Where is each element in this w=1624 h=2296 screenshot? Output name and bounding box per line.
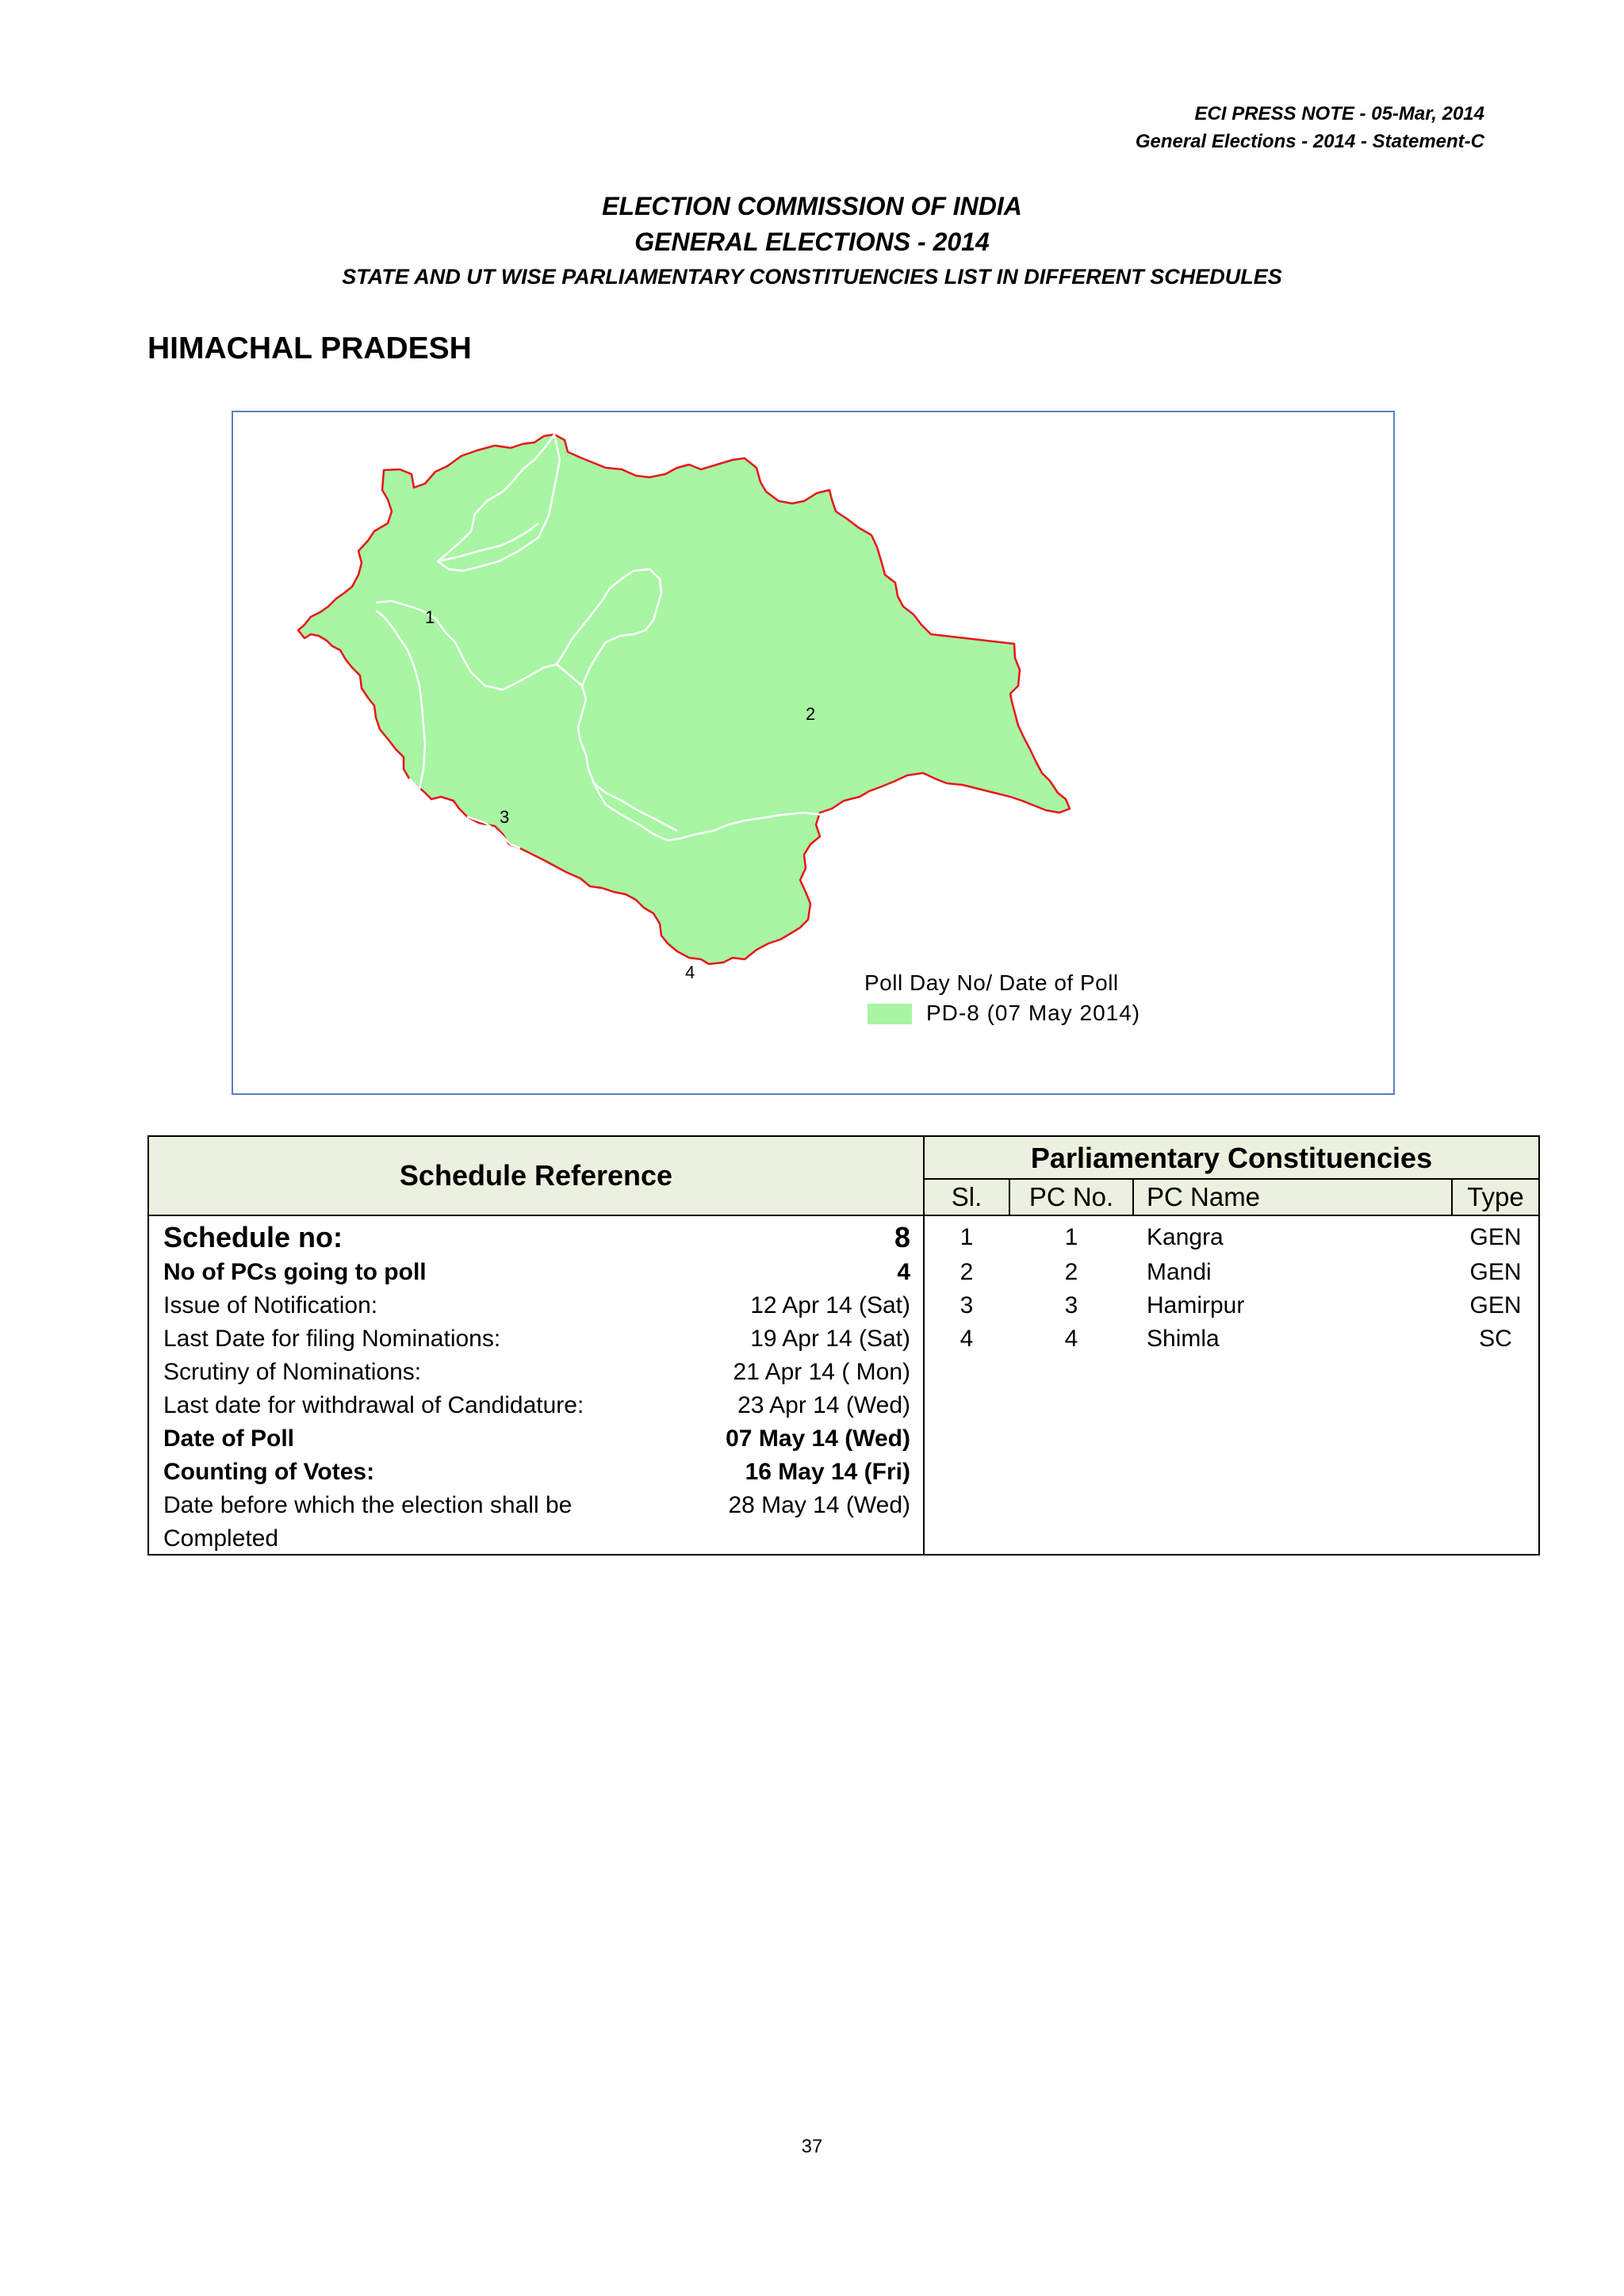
pc-label-1: 1 (425, 607, 435, 627)
pc-sl: 1 (959, 1224, 974, 1250)
pcs-count-value: 4 (897, 1259, 910, 1285)
schedule-row-value: 19 Apr 14 (Sat) (750, 1326, 910, 1352)
document-heading (0, 189, 1624, 293)
table-divider (1132, 1180, 1134, 1215)
page-number: 37 (801, 2136, 823, 2157)
schedule-row-value: 07 May 14 (Wed) (726, 1425, 910, 1452)
schedule-row-label: Counting of Votes: (163, 1459, 375, 1485)
pc-type: GEN (1469, 1259, 1522, 1285)
schedule-row-label: Last date for withdrawal of Candidature: (163, 1392, 584, 1418)
pc-label-2: 2 (806, 704, 816, 724)
pc-sl: 2 (959, 1259, 974, 1285)
press-note (1136, 100, 1484, 155)
pc-name: Mandi (1147, 1259, 1212, 1285)
schedule-row-label: Scrutiny of Nominations: (163, 1359, 422, 1385)
schedule-row-value: 16 May 14 (Fri) (745, 1459, 910, 1485)
schedule-no-label: Schedule no: (163, 1221, 343, 1253)
pc-sl: 3 (959, 1292, 974, 1318)
map-svg (233, 412, 1393, 1093)
pc-label-3: 3 (500, 807, 510, 827)
legend-label: PD-8 (07 May 2014) (926, 1001, 1141, 1025)
pc-type: SC (1479, 1326, 1512, 1352)
schedule-row-label: Issue of Notification: (163, 1292, 378, 1318)
schedule-reference-header: Schedule Reference (149, 1137, 923, 1215)
pc-type: GEN (1469, 1224, 1522, 1250)
pc-no: 4 (1064, 1326, 1078, 1352)
press-note-line1: ECI PRESS NOTE - 05-Mar, 2014 (1194, 103, 1484, 124)
pc-type: GEN (1469, 1292, 1522, 1318)
col-pc-no: PC No. (1010, 1180, 1132, 1215)
pc-name: Kangra (1147, 1224, 1224, 1250)
pc-no: 3 (1064, 1292, 1078, 1318)
schedule-row-value: 21 Apr 14 ( Mon) (733, 1359, 910, 1385)
schedule-no-value: 8 (894, 1221, 910, 1253)
legend-title: Poll Day No/ Date of Poll (864, 970, 1119, 995)
press-note-line2: General Elections - 2014 - Statement-C (1135, 131, 1484, 152)
pc-label-4: 4 (685, 962, 695, 982)
pc-no: 1 (1064, 1224, 1078, 1250)
table-divider (925, 1178, 1538, 1180)
state-title: HIMACHAL PRADESH (147, 331, 472, 365)
pcs-count-label: No of PCs going to poll (163, 1259, 427, 1285)
legend-swatch (868, 1004, 912, 1024)
state-outline (298, 434, 1070, 964)
schedule-row-label: Date before which the election shall be (163, 1492, 573, 1518)
table-divider (1009, 1180, 1010, 1215)
heading-line2: GENERAL ELECTIONS - 2014 (634, 228, 990, 256)
schedule-row-value: 28 May 14 (Wed) (728, 1492, 910, 1518)
schedule-row-label: Date of Poll (163, 1425, 295, 1452)
schedule-row-value: 12 Apr 14 (Sat) (750, 1292, 910, 1318)
table-divider (149, 1215, 1538, 1216)
pc-no: 2 (1064, 1259, 1078, 1285)
pc-name: Shimla (1147, 1326, 1220, 1352)
pc-header: Parliamentary Constituencies (925, 1137, 1538, 1178)
schedule-row-value: 23 Apr 14 (Wed) (737, 1392, 910, 1418)
constituency-map (232, 411, 1395, 1095)
schedule-row-label: Last Date for filing Nominations: (163, 1326, 501, 1352)
col-sl: Sl. (925, 1180, 1009, 1215)
pc-name: Hamirpur (1147, 1292, 1245, 1318)
schedule-row-label: Completed (163, 1525, 279, 1552)
pc-sl: 4 (959, 1326, 974, 1352)
col-pc-name: PC Name (1134, 1180, 1451, 1215)
heading-line1: ELECTION COMMISSION OF INDIA (602, 192, 1022, 220)
heading-line3: STATE AND UT WISE PARLIAMENTARY CONSTITUENCIES LIST IN DIFFERENT SCHEDULES (342, 265, 1282, 289)
col-type: Type (1453, 1180, 1538, 1215)
table-divider (1451, 1180, 1453, 1215)
schedule-table (147, 1135, 1540, 1556)
